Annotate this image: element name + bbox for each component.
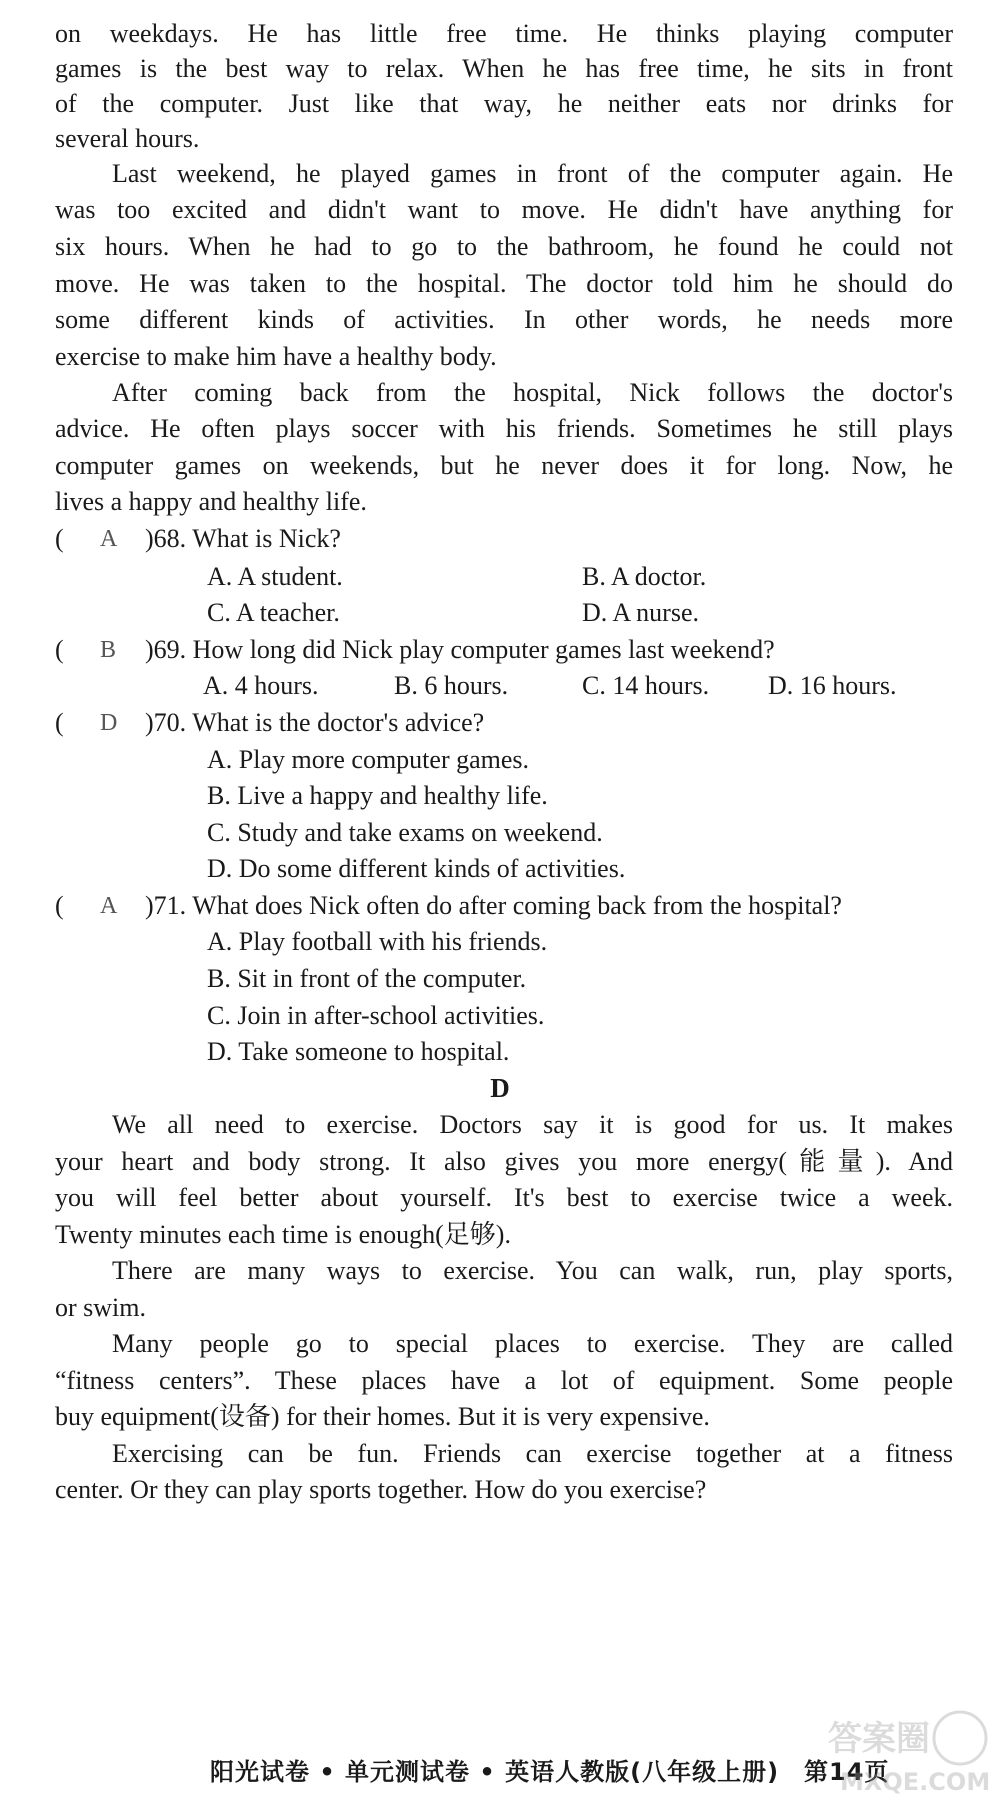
option-c: C. Join in after-school activities.: [207, 1001, 545, 1030]
paren-open: (: [55, 524, 64, 553]
passage-line: lives a happy and healthy life.: [55, 487, 367, 516]
passage-line: There are many ways to exercise. You can walk, run, play sports,: [112, 1256, 953, 1285]
passage-line: six hours. When he had to go to the bathroom, he found he could not: [55, 232, 953, 261]
paren-open: (: [55, 635, 64, 664]
passage-line: exercise to make him have a healthy body.: [55, 342, 497, 371]
page-footer: 阳光试卷 • 单元测试卷 • 英语人教版(八年级上册) 第14页: [210, 1758, 890, 1786]
passage-line: Many people go to special places to exercise. They are called: [112, 1329, 953, 1358]
passage-line: several hours.: [55, 124, 200, 153]
svg-text:答案圈: 答案圈: [828, 1719, 930, 1759]
question-stem: )69. How long did Nick play computer games last weekend?: [145, 635, 775, 664]
option-a: A. Play more computer games.: [207, 745, 530, 774]
passage-line: Twenty minutes each time is enough(足够).: [55, 1220, 511, 1249]
passage-line: After coming back from the hospital, Nick follows the doctor's: [112, 378, 953, 407]
passage-line: advice. He often plays soccer with his friends. Sometimes he still plays: [55, 414, 953, 443]
option-c: C. 14 hours.: [582, 671, 710, 700]
section-heading: D: [490, 1073, 510, 1103]
passage-line: your heart and body strong. It also gives you more energy(能量). And: [55, 1147, 953, 1176]
option-a: A. Play football with his friends.: [207, 927, 548, 956]
passage-line: some different kinds of activities. In other words, he needs more: [55, 305, 953, 334]
svg-text:MXQE.COM: MXQE.COM: [840, 1768, 990, 1796]
passage-line: games is the best way to relax. When he has free time, he sits in front: [55, 54, 953, 83]
passage-line: buy equipment(设备) for their homes. But it is very expensive.: [55, 1402, 710, 1431]
passage-line: move. He was taken to the hospital. The doctor told him he should do: [55, 269, 953, 298]
passage-line: or swim.: [55, 1293, 146, 1322]
option-d: D. Take someone to hospital.: [207, 1037, 510, 1066]
passage-line: of the computer. Just like that way, he neither eats nor drinks for: [55, 89, 953, 118]
option-b: B. 6 hours.: [394, 671, 509, 700]
option-a: A. 4 hours.: [203, 671, 319, 700]
answer-mark: B: [100, 637, 117, 663]
option-a: A. A student.: [207, 562, 343, 591]
passage-line: computer games on weekends, but he never does it for long. Now, he: [55, 451, 953, 480]
passage-line: center. Or they can play sports together. How do you exercise?: [55, 1475, 707, 1504]
passage-line: was too excited and didn't want to move. He didn't have anything for: [55, 195, 953, 224]
paren-open: (: [55, 891, 64, 920]
option-b: B. Live a happy and healthy life.: [207, 781, 548, 810]
passage-line: “fitness centers”. These places have a lot of equipment. Some people: [55, 1366, 953, 1395]
answer-mark: A: [100, 526, 118, 552]
passage-line: on weekdays. He has little free time. He thinks playing computer: [55, 19, 953, 48]
passage-line: you will feel better about yourself. It's best to exercise twice a week.: [55, 1183, 953, 1212]
option-b: B. A doctor.: [582, 562, 707, 591]
question-stem: )70. What is the doctor's advice?: [145, 708, 485, 737]
option-d: D. Do some different kinds of activities.: [207, 854, 626, 883]
option-c: C. Study and take exams on weekend.: [207, 818, 603, 847]
option-d: D. A nurse.: [582, 598, 699, 627]
paren-open: (: [55, 708, 64, 737]
question-stem: )71. What does Nick often do after coming back from the hospital?: [145, 891, 842, 920]
question-stem: )68. What is Nick?: [145, 524, 341, 553]
option-d: D. 16 hours.: [768, 671, 897, 700]
passage-line: Exercising can be fun. Friends can exercise together at a fitness: [112, 1439, 953, 1468]
option-b: B. Sit in front of the computer.: [207, 964, 527, 993]
answer-mark: D: [100, 710, 118, 736]
passage-line: Last weekend, he played games in front of the computer again. He: [112, 159, 953, 188]
watermark-logo: [820, 1700, 990, 1800]
option-c: C. A teacher.: [207, 598, 340, 627]
passage-line: We all need to exercise. Doctors say it is good for us. It makes: [112, 1110, 953, 1139]
answer-mark: A: [100, 893, 118, 919]
